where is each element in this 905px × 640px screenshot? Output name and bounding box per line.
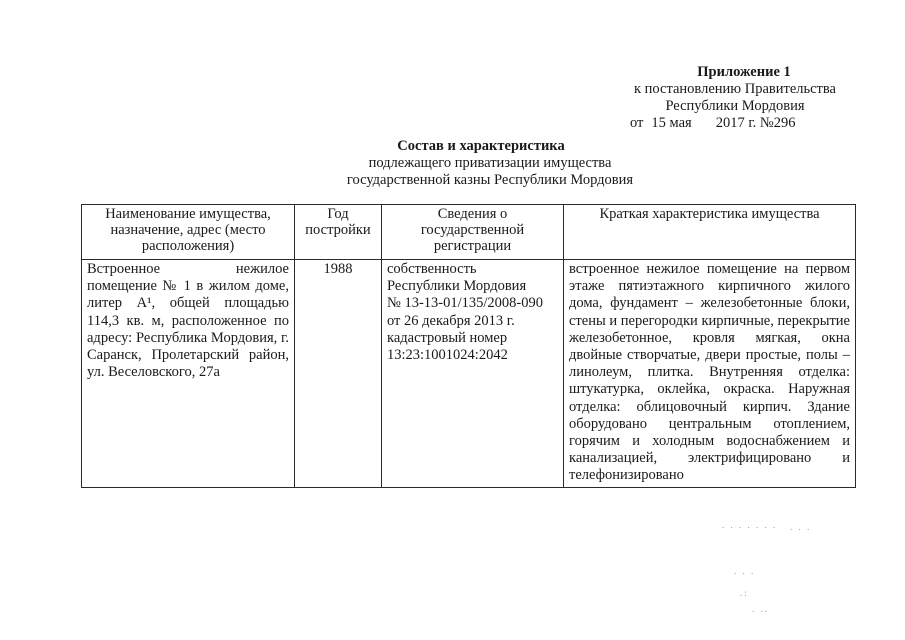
document-heading: [250, 138, 730, 189]
scan-speck: . . .: [790, 522, 812, 532]
header-year: Год постройки: [295, 205, 382, 260]
header-name: Наименование имущества, назначение, адрес (место расположения): [82, 205, 295, 260]
heading-line-1: подлежащего приватизации имущества: [368, 155, 612, 171]
table-header-row: [82, 205, 856, 260]
scan-speck: .:: [740, 588, 749, 598]
cell-name: Встроенное нежилое помещение № 1 в жилом доме, литер А¹, общей площадью 114,3 кв. м, расположенное по адресу: Республика Мордовия, г. Саранск, Пролетарский район, ул. Веселовского, 27а: [82, 260, 295, 488]
appendix-line-2: Республики Мордовия: [665, 98, 805, 114]
table-row: [82, 260, 856, 488]
date-year-number: 2017 г. №296: [715, 115, 796, 131]
scan-speck: . . .: [734, 566, 756, 576]
date-day-month: 15 мая: [651, 115, 692, 131]
appendix-block: [600, 64, 870, 132]
cell-year: 1988: [295, 260, 382, 488]
header-description: Краткая характеристика имущества: [564, 205, 856, 260]
cell-registration: собственность Республики Мордовия № 13-13-01/135/2008-090 от 26 декабря 2013 г. кадастровый номер 13:23:1001024:2042: [382, 260, 564, 488]
document-title: Состав и характеристика: [397, 138, 565, 154]
header-registration: Сведения о государственной регистрации: [382, 205, 564, 260]
scan-speck: . . . . . . .: [722, 520, 778, 530]
property-table: [81, 204, 856, 488]
date-prefix: от: [630, 115, 644, 131]
cell-description: встроенное нежилое помещение на первом этаже пятиэтажного кирпичного жилого дома, фундамент – железобетонные блоки, стены и перегородки кирпичные, перекрытие железобетонное, кровля мягкая, окна двойные створчатые, двери простые, полы – линолеум, плитка. Внутренняя отделка: штукатурка, оклейка, окраска. Наружная отделка: облицовочный кирпич. Здание оборудовано центральным отоплением, горячим и холодным водоснабжением и канализацией, электрифицировано и телефонизировано: [564, 260, 856, 488]
heading-line-2: государственной казны Республики Мордовия: [346, 172, 634, 188]
scan-speck: . ..: [752, 604, 769, 614]
appendix-title: Приложение 1: [697, 64, 791, 80]
appendix-line-1: к постановлению Правительства: [634, 81, 836, 97]
appendix-date-line: [600, 115, 870, 132]
